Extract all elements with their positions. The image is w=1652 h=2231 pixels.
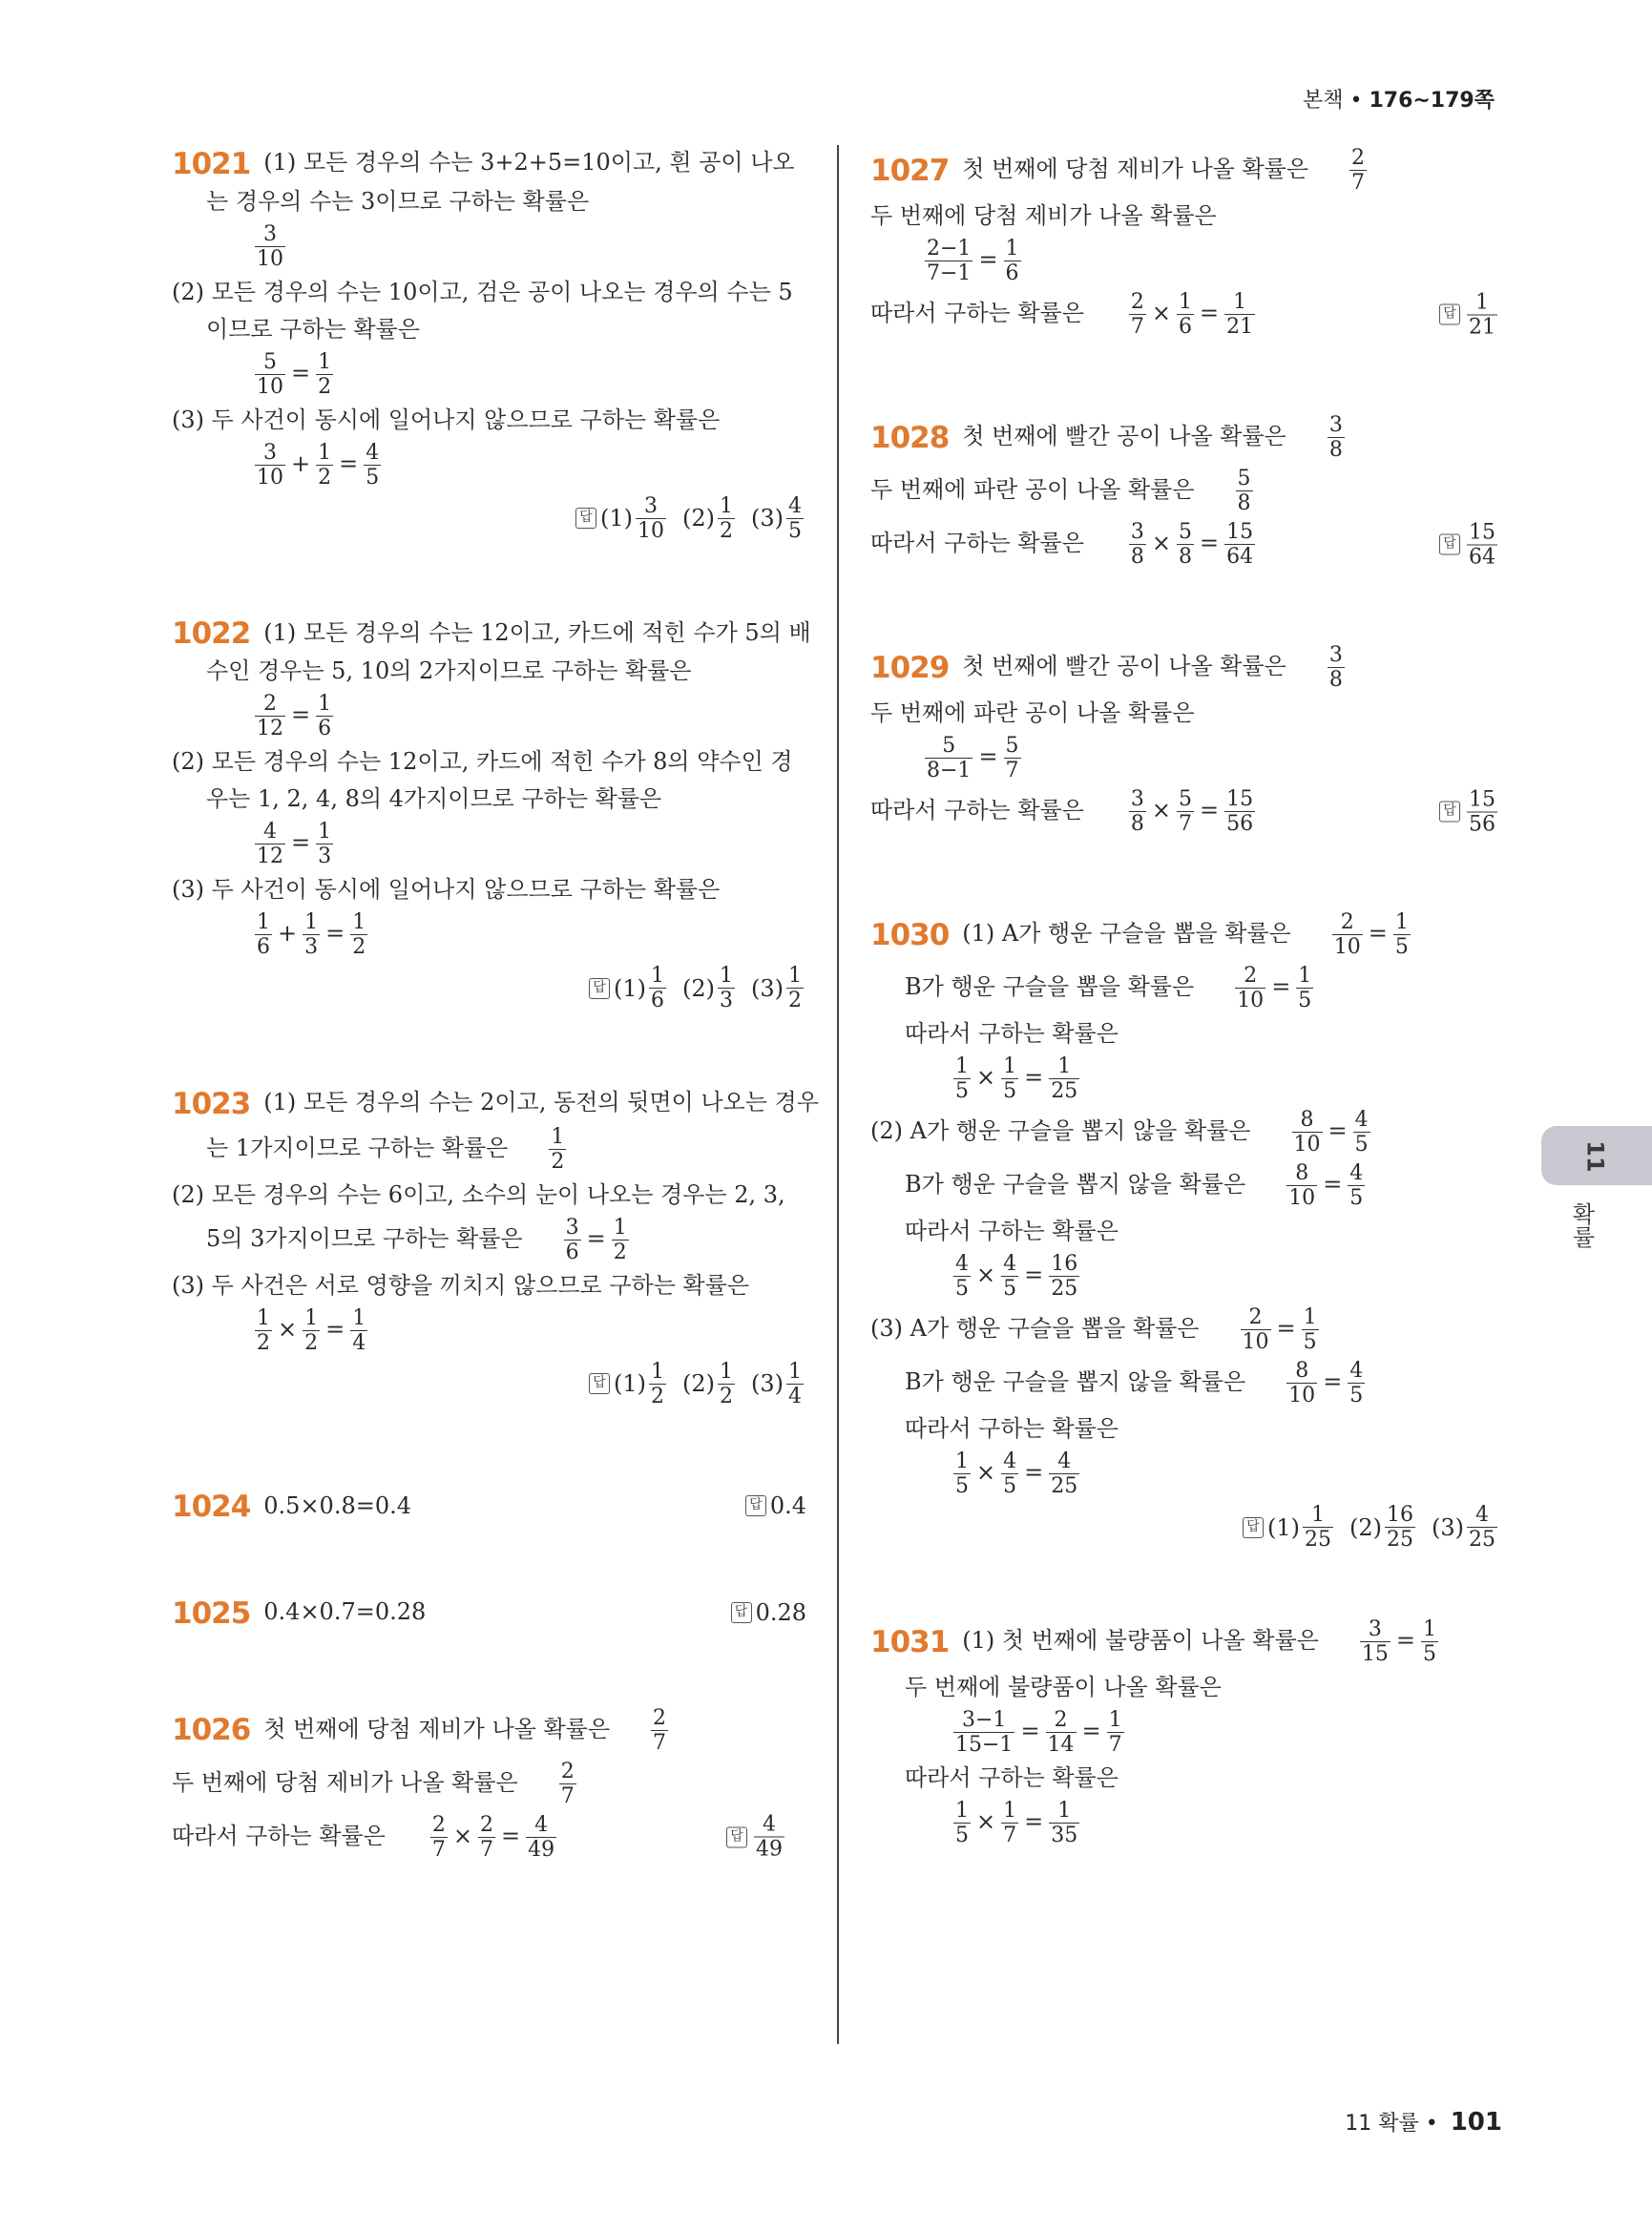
fraction: $\frac{15}{56}$ [1226,787,1254,836]
text-line: 따라서 구하는 확률은 [870,530,1084,556]
fraction: $\frac{1}{5}$ [1298,964,1312,1012]
fraction: $\frac{1}{5}$ [1303,1305,1317,1354]
page-number: 101 [1450,2108,1502,2137]
text-line: (2) 모든 경우의 수는 12이고, 카드에 적힌 수가 8의 약수인 경 [172,748,793,775]
problem-number: 1030 [870,917,950,952]
fraction: $\frac{1}{5}$ [955,1449,969,1498]
text-line: (2) A가 행운 구슬을 뽑지 않을 확률은 [870,1117,1251,1144]
equation: $\frac{2}{12}$ = $\frac{1}{6}$ [257,692,332,740]
answer-mark-icon: 답 [745,1495,766,1516]
page-range: 176~179쪽 [1369,89,1495,113]
problem-1028: 1028 첫 번째에 빨간 공이 나올 확률은 $\frac{3}{8}$ 두 번째에 파란 공이 나올 확률은 $\frac{5}{8}$ 따라서 구하는 확률은 $\frac{3}{8}$ × $\frac{5}{8}$ = $\frac{15}{64}$ 답 $\frac{15}{64}$ [870,413,1495,569]
text-line: 따라서 구하는 확률은 [870,797,1084,824]
chapter-tab-label: 확률 [1568,1202,1595,1248]
fraction: $\frac{1}{2}$ [788,964,802,1012]
text-line: (2) 모든 경우의 수는 10이고, 검은 공이 나오는 경우의 수는 5 [172,278,793,305]
answer-line: 답 (1) $\frac{1}{6}$ (2) $\frac{1}{3}$ (3) $\frac{1}{2}$ [172,964,806,1012]
text-line: 두 번째에 당첨 제비가 나올 확률은 [172,1768,518,1796]
expression: 0.5×0.8=0.4 [263,1491,412,1519]
book-label: 본책 [1302,89,1344,113]
answer-mark-icon: 답 [589,978,610,999]
problem-1021 [172,146,806,543]
fraction: $\frac{3}{15}$ [1361,1617,1389,1666]
fraction: $\frac{4}{5}$ [788,493,802,543]
fraction: $\frac{16}{25}$ [1387,1503,1413,1552]
fraction: $\frac{1}{2}$ [352,910,366,959]
text-line: 이므로 구하는 확률은 [206,315,420,343]
fraction: $\frac{3}{8}$ [1328,643,1343,692]
fraction: $\frac{2}{10}$ [1237,964,1265,1012]
equation: $\frac{1}{5}$ × $\frac{1}{7}$ = $\frac{1}{35}$ [955,1799,1078,1847]
fraction: $\frac{2}{7}$ [480,1812,494,1862]
fraction: $\frac{2-1}{7-1}$ [927,237,972,285]
fraction: $\frac{2}{14}$ [1047,1708,1075,1757]
fraction: $\frac{3}{10}$ [257,440,283,490]
fraction: $\frac{4}{5}$ [1349,1161,1364,1210]
fraction: $\frac{1}{5}$ [1394,910,1409,959]
fraction: $\frac{1}{5}$ [1003,1054,1017,1103]
answer-mark-icon: 답 [1439,802,1460,823]
fraction: $\frac{1}{5}$ [1422,1617,1436,1666]
text-line: 첫 번째에 빨간 공이 나올 확률은 [962,653,1286,679]
footer-chapter: 11 확률 [1345,2112,1419,2136]
fraction: $\frac{1}{4}$ [788,1359,802,1408]
fraction: $\frac{2}{10}$ [1333,910,1361,959]
page-footer [1345,2107,1502,2137]
text-line: 따라서 구하는 확률은 [905,1020,1119,1047]
equation: $\frac{5}{8-1}$ = $\frac{5}{7}$ [927,734,1019,782]
left-column [172,141,819,1866]
text-line: B가 행운 구슬을 뽑지 않을 확률은 [905,1171,1246,1198]
fraction: $\frac{5}{7}$ [1179,787,1193,836]
text-line: 따라서 구하는 확률은 [905,1764,1119,1791]
fraction: $\frac{2}{7}$ [1130,290,1144,339]
equation: $\frac{1}{5}$ × $\frac{1}{5}$ = $\frac{1}{25}$ [955,1054,1078,1103]
expression: 0.4×0.7=0.28 [263,1598,427,1625]
fraction: $\frac{2}{7}$ [560,1759,575,1808]
fraction: $\frac{1}{3}$ [720,964,733,1012]
fraction: $\frac{2}{12}$ [257,692,283,740]
fraction: $\frac{1}{3}$ [304,910,319,959]
answer-line: 답 (1) $\frac{1}{25}$ (2) $\frac{16}{25}$ (3) $\frac{4}{25}$ [870,1503,1500,1552]
fraction: $\frac{4}{5}$ [1349,1359,1364,1407]
text-line: B가 행운 구슬을 뽑지 않을 확률은 [905,1368,1246,1395]
fraction: $\frac{1}{4}$ [352,1305,366,1355]
fraction: $\frac{1}{2}$ [720,1359,733,1408]
problem-number: 1025 [172,1595,251,1631]
column-divider [837,145,839,2044]
answer-mark-icon: 답 [731,1602,752,1623]
problem-number: 1026 [172,1713,251,1747]
answer-mark-icon: 답 [1439,304,1460,325]
fraction: $\frac{1}{6}$ [1005,237,1019,285]
fraction: $\frac{16}{25}$ [1051,1252,1078,1301]
fraction: $\frac{4}{5}$ [366,440,380,490]
text-line: B가 행운 구슬을 뽑을 확률은 [905,973,1195,1000]
fraction: $\frac{4}{5}$ [1003,1449,1017,1498]
problem-1030: 1030 (1) A가 행운 구슬을 뽑을 확률은 $\frac{2}{10}$ = $\frac{1}{5}$ B가 행운 구슬을 뽑을 확률은 $\frac{2}{10}$ = $\frac{1}{5}$ 따라서 구하는 확률은 $\frac{1}{5}$ × $\frac{1}{5}$ = $\frac{1}{25}$ (2) A가 행운 구슬을 뽑지 않을 확률은 $\frac{8}{10}$ = $\frac{4}{5}$ B가 행운 구슬을 뽑지 않을 확률은 $\frac{8}{10}$ = $\frac{4}{5}$ 따라서 구하는 확률은 $\frac{4}{5}$ × $\frac{4}{5}$ = $\frac{16}{25}$ (3) A가 행운 구슬을 뽑을 확률은 $\frac{2}{10}$ = $\frac{1}{5}$ B가 행운 구슬을 뽑지 않을 확률은 $\frac{8}{10}$ = $\frac{4}{5}$ 따라서 구하는 확률은 $\frac{1}{5}$ × $\frac{4}{5}$ = $\frac{4}{25}$ 답 (1) $\frac{1}{25}$ (2) $\frac{16}{25}$ (3) $\frac{4}{25}$ [870,910,1500,1552]
answer-mark-icon: 답 [1439,534,1460,555]
fraction: $\frac{3}{10}$ [257,221,283,271]
fraction: $\frac{1}{5}$ [955,1799,969,1847]
text-line: (3) A가 행운 구슬을 뽑을 확률은 [870,1315,1200,1342]
text-line: 따라서 구하는 확률은 [905,1415,1119,1442]
fraction: $\frac{3}{8}$ [1130,520,1144,569]
text-line: (1) 모든 경우의 수는 2이고, 동전의 뒷면이 나오는 경우 [263,1089,819,1116]
problem-number: 1022 [172,616,251,651]
fraction: $\frac{1}{5}$ [955,1054,969,1103]
problem-number: 1023 [172,1086,251,1121]
text-line: 두 번째에 당첨 제비가 나올 확률은 [870,202,1217,229]
fraction: $\frac{4}{12}$ [257,820,283,868]
problem-1029: 1029 첫 번째에 빨간 공이 나올 확률은 $\frac{3}{8}$ 두 번째에 파란 공이 나올 확률은 $\frac{5}{8-1}$ = $\frac{5}{7}$ 따라서 구하는 확률은 $\frac{3}{8}$ × $\frac{5}{7}$ = $\frac{15}{56}$ 답 $\frac{15}{56}$ [870,643,1500,836]
fraction: $\frac{1}{7}$ [1108,1708,1122,1757]
fraction: $\frac{1}{3}$ [318,820,332,868]
equation: $\frac{4}{12}$ = $\frac{1}{3}$ [257,820,332,868]
text-line: 따라서 구하는 확률은 [905,1218,1119,1244]
fraction: $\frac{4}{25}$ [1051,1449,1078,1498]
fraction: $\frac{3}{8}$ [1130,787,1144,836]
fraction: $\frac{15}{64}$ [1226,520,1254,569]
answer-mark-icon: 답 [589,1373,610,1394]
text-line: 두 번째에 파란 공이 나올 확률은 [870,476,1195,503]
answer: 0.28 [755,1598,806,1626]
text-line: (3) 두 사건이 동시에 일어나지 않으므로 구하는 확률은 [172,876,721,903]
fraction: $\frac{1}{6}$ [318,692,332,740]
answer: 0.4 [769,1492,806,1520]
fraction: $\frac{1}{2}$ [613,1215,627,1264]
text-line: 는 경우의 수는 3이므로 구하는 확률은 [206,187,590,215]
equation [172,222,806,271]
text-line: 첫 번째에 당첨 제비가 나올 확률은 [962,156,1309,182]
fraction: $\frac{15}{56}$ [1469,787,1495,836]
problem-1026: 1026 첫 번째에 당첨 제비가 나올 확률은 $\frac{2}{7}$ 두 번째에 당첨 제비가 나올 확률은 $\frac{2}{7}$ 따라서 구하는 확률은 $\frac{2}{7}$ × $\frac{2}{7}$ = $\frac{4}{49}$ 답 $\frac{4}{49}$ [172,1705,783,1862]
fraction: $\frac{2}{7}$ [1351,146,1366,195]
fraction: $\frac{5}{8-1}$ [927,734,972,782]
fraction: $\frac{1}{25}$ [1051,1054,1078,1103]
answer-line: 답 (1) $\frac{3}{10}$ (2) $\frac{1}{2}$ (3) $\frac{4}{5}$ [172,494,806,543]
fraction: $\frac{4}{5}$ [1003,1252,1017,1301]
equation: $\frac{1}{2}$ × $\frac{1}{2}$ = $\frac{1}{4}$ [257,1305,366,1355]
answer-mark-icon: 답 [726,1826,747,1847]
fraction: $\frac{1}{21}$ [1226,290,1254,339]
fraction: $\frac{1}{2}$ [257,1305,270,1355]
fraction: $\frac{2}{10}$ [1242,1305,1269,1354]
page-header [1303,84,1495,114]
problem-1023: 1023 (1) 모든 경우의 수는 2이고, 동전의 뒷면이 나오는 경우 는 1가지이므로 구하는 확률은 $\frac{1}{2}$ (2) 모든 경우의 수는 6이고, 소수의 눈이 나오는 경우는 2, 3, 5의 3가지이므로 구하는 확률은 $\frac{3}{6}$ = $\frac{1}{2}$ (3) 두 사건은 서로 영향을 끼치지 않으므로 구하는 확률은 $\frac{1}{2}$ × $\frac{1}{2}$ = $\frac{1}{4}$ 답 (1) $\frac{1}{2}$ (2) $\frac{1}{2}$ (3) $\frac{1}{4}$ [172,1086,819,1408]
answer-mark-icon: 답 [575,508,596,529]
fraction: $\frac{1}{2}$ [720,493,733,543]
fraction: $\frac{1}{35}$ [1051,1799,1078,1847]
footer-dot: • [1425,2112,1438,2136]
text-line: (1) A가 행운 구슬을 뽑을 확률은 [962,920,1291,947]
problem-1027: 1027 첫 번째에 당첨 제비가 나올 확률은 $\frac{2}{7}$ 두 번째에 당첨 제비가 나올 확률은 $\frac{2-1}{7-1}$ = $\frac{1}{6}$ 따라서 구하는 확률은 $\frac{2}{7}$ × $\frac{1}{6}$ = $\frac{1}{21}$ 답 $\frac{1}{21}$ [870,146,1500,339]
fraction: $\frac{2}{7}$ [431,1812,446,1862]
fraction: $\frac{1}{6}$ [257,910,270,959]
equation: $\frac{3}{10}$ + $\frac{1}{2}$ = $\frac{4}{5}$ [257,440,380,490]
fraction: $\frac{3}{6}$ [565,1215,579,1264]
text-line: (1) 모든 경우의 수는 12이고, 카드에 적힌 수가 5의 배 [263,618,811,646]
text-line: 따라서 구하는 확률은 [870,300,1084,326]
fraction: $\frac{3}{8}$ [1328,413,1343,462]
text-line: 두 번째에 파란 공이 나올 확률은 [870,699,1195,726]
text-line: 는 1가지이므로 구하는 확률은 [206,1134,509,1161]
fraction: $\frac{4}{49}$ [528,1812,555,1862]
equation: $\frac{3-1}{15-1}$ = $\frac{2}{14}$ = $\frac{1}{7}$ [955,1708,1122,1757]
text-line: 첫 번째에 빨간 공이 나올 확률은 [962,423,1286,449]
fraction: $\frac{1}{2}$ [651,1359,664,1408]
equation: $\frac{4}{5}$ × $\frac{4}{5}$ = $\frac{16}{25}$ [955,1252,1078,1301]
problem-number: 1027 [870,153,950,188]
problem-number: 1031 [870,1624,950,1659]
problem-1022 [172,616,811,1013]
problem-number: 1021 [172,146,251,181]
text-line: 첫 번째에 당첨 제비가 나올 확률은 [263,1715,611,1742]
fraction: $\frac{1}{21}$ [1469,290,1495,339]
fraction: $\frac{1}{6}$ [1179,290,1193,339]
fraction: $\frac{2}{7}$ [653,1705,667,1755]
problem-1024 [172,1490,806,1524]
answer-line: 답 (1) $\frac{1}{2}$ (2) $\frac{1}{2}$ (3) $\frac{1}{4}$ [172,1360,806,1408]
fraction: $\frac{1}{7}$ [1003,1799,1017,1847]
fraction: $\frac{1}{2}$ [318,440,332,490]
fraction: $\frac{1}{2}$ [551,1124,565,1174]
equation: $\frac{1}{6}$ + $\frac{1}{3}$ = $\frac{1}{2}$ [257,910,366,959]
equation: $\frac{1}{5}$ × $\frac{4}{5}$ = $\frac{4}{25}$ [955,1449,1078,1498]
problem-number: 1028 [870,420,950,455]
right-column [870,141,1500,1852]
equation: $\frac{2-1}{7-1}$ = $\frac{1}{6}$ [927,237,1019,285]
text-line: (2) 모든 경우의 수는 6이고, 소수의 눈이 나오는 경우는 2, 3, [172,1180,785,1208]
fraction: $\frac{5}{10}$ [257,349,283,399]
text-line: (3) 두 사건이 동시에 일어나지 않으므로 구하는 확률은 [172,406,721,433]
text-line: 따라서 구하는 확률은 [172,1822,386,1849]
text-line: 5의 3가지이므로 구하는 확률은 [206,1224,523,1252]
text-line: (1) 모든 경우의 수는 3+2+5=10이고, 흰 공이 나오 [263,149,795,176]
fraction: $\frac{1}{25}$ [1305,1503,1331,1552]
fraction: $\frac{5}{8}$ [1237,467,1251,515]
problem-number: 1029 [870,650,950,685]
fraction: $\frac{5}{8}$ [1179,520,1193,569]
text-line: 수인 경우는 5, 10의 2가지이므로 구하는 확률은 [206,657,692,684]
text-line: (3) 두 사건은 서로 영향을 끼치지 않으므로 구하는 확률은 [172,1271,750,1299]
text-line: 우는 1, 2, 4, 8의 4가지이므로 구하는 확률은 [206,785,662,812]
text-line: (1) 첫 번째에 불량품이 나올 확률은 [962,1627,1319,1654]
problem-1025 [172,1595,806,1630]
problem-number: 1024 [172,1490,251,1524]
fraction: $\frac{15}{64}$ [1469,520,1495,569]
fraction: $\frac{4}{49}$ [756,1812,783,1862]
header-dot: • [1349,89,1363,113]
problem-1031: 1031 (1) 첫 번째에 불량품이 나올 확률은 $\frac{3}{15}$ = $\frac{1}{5}$ 두 번째에 불량품이 나올 확률은 $\frac{3-1}{15-1}$ = $\frac{2}{14}$ = $\frac{1}{7}$ 따라서 구하는 확률은 $\frac{1}{5}$ × $\frac{1}{7}$ = $\frac{1}{35}$ [870,1617,1500,1847]
fraction: $\frac{8}{10}$ [1288,1359,1316,1407]
fraction: $\frac{4}{5}$ [955,1252,969,1301]
text-line: 두 번째에 불량품이 나올 확률은 [905,1674,1222,1700]
fraction: $\frac{3-1}{15-1}$ [955,1708,1014,1757]
fraction: $\frac{1}{6}$ [651,964,664,1012]
equation: $\frac{5}{10}$ = $\frac{1}{2}$ [257,349,332,399]
fraction: $\frac{8}{10}$ [1288,1161,1316,1210]
fraction: $\frac{8}{10}$ [1293,1108,1321,1157]
fraction: $\frac{4}{25}$ [1469,1503,1495,1552]
answer-mark-icon: 답 [1243,1517,1264,1538]
fraction: $\frac{4}{5}$ [1354,1108,1369,1157]
fraction: $\frac{3}{10}$ [638,493,664,543]
chapter-tab-number: 11 [1581,1140,1609,1173]
fraction: $\frac{1}{2}$ [304,1305,319,1355]
fraction: $\frac{1}{2}$ [318,349,332,399]
fraction: $\frac{5}{7}$ [1005,734,1019,782]
